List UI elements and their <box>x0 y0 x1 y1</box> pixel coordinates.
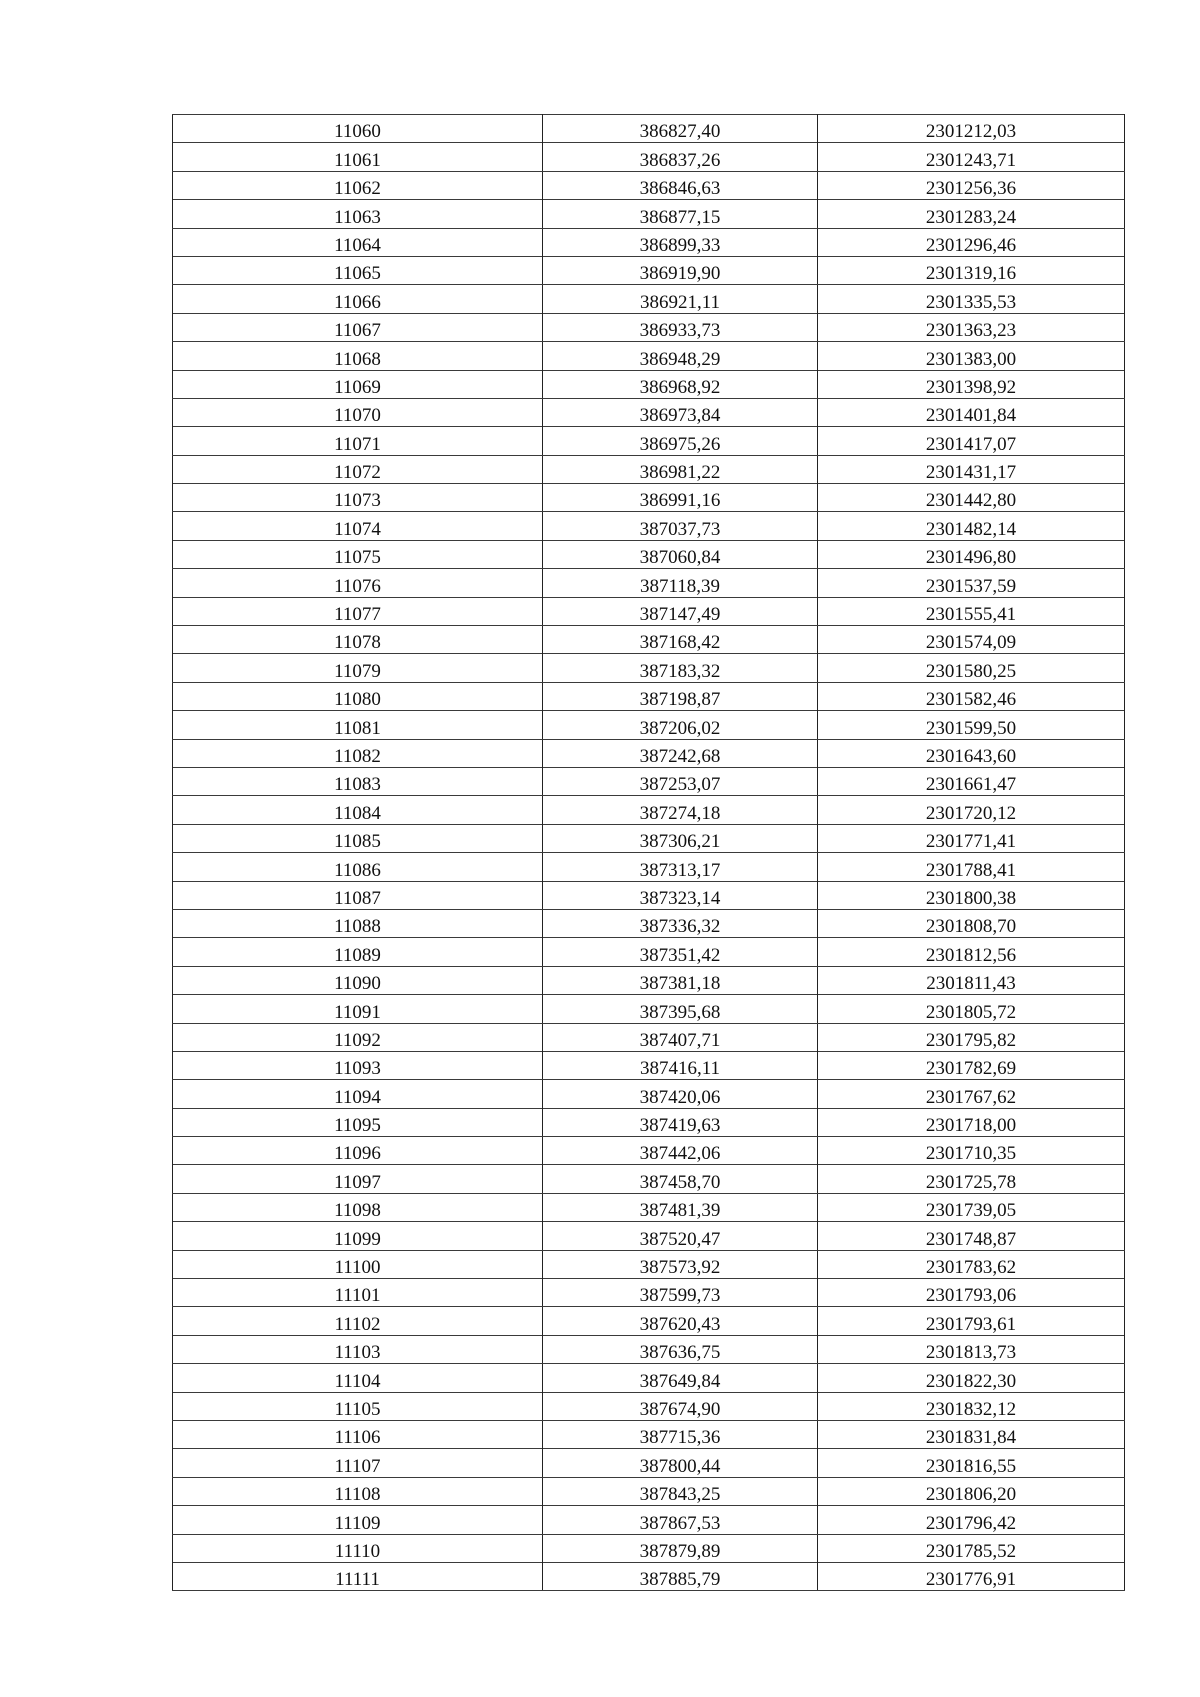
point-number-cell: 11086 <box>173 853 543 881</box>
table-row <box>173 1080 1125 1108</box>
x-coordinate-cell: 386968,92 <box>543 370 818 398</box>
table-row <box>173 569 1125 597</box>
x-coordinate-cell: 387313,17 <box>543 853 818 881</box>
point-number-cell: 11068 <box>173 342 543 370</box>
point-number-cell: 11109 <box>173 1506 543 1534</box>
x-coordinate-cell: 386948,29 <box>543 342 818 370</box>
x-coordinate-cell: 387481,39 <box>543 1193 818 1221</box>
table-row <box>173 342 1125 370</box>
table-row <box>173 285 1125 313</box>
table-row <box>173 966 1125 994</box>
table-row <box>173 1023 1125 1051</box>
table-row <box>173 597 1125 625</box>
y-coordinate-cell: 2301401,84 <box>818 398 1125 426</box>
table-row <box>173 228 1125 256</box>
table-row <box>173 711 1125 739</box>
table-row <box>173 1279 1125 1307</box>
point-number-cell: 11084 <box>173 796 543 824</box>
y-coordinate-cell: 2301782,69 <box>818 1051 1125 1079</box>
y-coordinate-cell: 2301800,38 <box>818 881 1125 909</box>
point-number-cell: 11100 <box>173 1250 543 1278</box>
x-coordinate-cell: 387885,79 <box>543 1562 818 1590</box>
x-coordinate-cell: 386975,26 <box>543 427 818 455</box>
y-coordinate-cell: 2301767,62 <box>818 1080 1125 1108</box>
x-coordinate-cell: 386827,40 <box>543 115 818 143</box>
point-number-cell: 11097 <box>173 1165 543 1193</box>
x-coordinate-cell: 387620,43 <box>543 1307 818 1335</box>
y-coordinate-cell: 2301806,20 <box>818 1477 1125 1505</box>
y-coordinate-cell: 2301795,82 <box>818 1023 1125 1051</box>
y-coordinate-cell: 2301816,55 <box>818 1449 1125 1477</box>
point-number-cell: 11096 <box>173 1137 543 1165</box>
y-coordinate-cell: 2301793,61 <box>818 1307 1125 1335</box>
point-number-cell: 11091 <box>173 995 543 1023</box>
x-coordinate-cell: 386973,84 <box>543 398 818 426</box>
x-coordinate-cell: 386877,15 <box>543 200 818 228</box>
table-row <box>173 1165 1125 1193</box>
table-row <box>173 1222 1125 1250</box>
point-number-cell: 11065 <box>173 256 543 284</box>
x-coordinate-cell: 387274,18 <box>543 796 818 824</box>
table-row <box>173 115 1125 143</box>
x-coordinate-cell: 387442,06 <box>543 1137 818 1165</box>
point-number-cell: 11105 <box>173 1392 543 1420</box>
point-number-cell: 11080 <box>173 682 543 710</box>
x-coordinate-cell: 387253,07 <box>543 767 818 795</box>
y-coordinate-cell: 2301496,80 <box>818 540 1125 568</box>
x-coordinate-cell: 386991,16 <box>543 484 818 512</box>
y-coordinate-cell: 2301771,41 <box>818 824 1125 852</box>
y-coordinate-cell: 2301811,43 <box>818 966 1125 994</box>
point-number-cell: 11076 <box>173 569 543 597</box>
y-coordinate-cell: 2301643,60 <box>818 739 1125 767</box>
y-coordinate-cell: 2301796,42 <box>818 1506 1125 1534</box>
table-row <box>173 796 1125 824</box>
y-coordinate-cell: 2301822,30 <box>818 1364 1125 1392</box>
table-row <box>173 398 1125 426</box>
point-number-cell: 11094 <box>173 1080 543 1108</box>
x-coordinate-cell: 387520,47 <box>543 1222 818 1250</box>
table-row <box>173 1506 1125 1534</box>
x-coordinate-cell: 387381,18 <box>543 966 818 994</box>
x-coordinate-cell: 387419,63 <box>543 1108 818 1136</box>
x-coordinate-cell: 387674,90 <box>543 1392 818 1420</box>
point-number-cell: 11108 <box>173 1477 543 1505</box>
y-coordinate-cell: 2301582,46 <box>818 682 1125 710</box>
table-row <box>173 767 1125 795</box>
point-number-cell: 11063 <box>173 200 543 228</box>
point-number-cell: 11064 <box>173 228 543 256</box>
table-row <box>173 1051 1125 1079</box>
table-row <box>173 484 1125 512</box>
x-coordinate-cell: 387407,71 <box>543 1023 818 1051</box>
point-number-cell: 11083 <box>173 767 543 795</box>
point-number-cell: 11070 <box>173 398 543 426</box>
y-coordinate-cell: 2301555,41 <box>818 597 1125 625</box>
y-coordinate-cell: 2301398,92 <box>818 370 1125 398</box>
table-row <box>173 1250 1125 1278</box>
table-row <box>173 427 1125 455</box>
y-coordinate-cell: 2301482,14 <box>818 512 1125 540</box>
point-number-cell: 11073 <box>173 484 543 512</box>
coordinates-table-body <box>173 115 1125 1591</box>
point-number-cell: 11095 <box>173 1108 543 1136</box>
table-row <box>173 995 1125 1023</box>
x-coordinate-cell: 387060,84 <box>543 540 818 568</box>
y-coordinate-cell: 2301574,09 <box>818 626 1125 654</box>
x-coordinate-cell: 387351,42 <box>543 938 818 966</box>
y-coordinate-cell: 2301812,56 <box>818 938 1125 966</box>
table-row <box>173 824 1125 852</box>
x-coordinate-cell: 387458,70 <box>543 1165 818 1193</box>
x-coordinate-cell: 387118,39 <box>543 569 818 597</box>
point-number-cell: 11061 <box>173 143 543 171</box>
point-number-cell: 11066 <box>173 285 543 313</box>
y-coordinate-cell: 2301442,80 <box>818 484 1125 512</box>
point-number-cell: 11071 <box>173 427 543 455</box>
table-row <box>173 540 1125 568</box>
x-coordinate-cell: 386837,26 <box>543 143 818 171</box>
y-coordinate-cell: 2301831,84 <box>818 1420 1125 1448</box>
x-coordinate-cell: 387867,53 <box>543 1506 818 1534</box>
x-coordinate-cell: 387800,44 <box>543 1449 818 1477</box>
y-coordinate-cell: 2301243,71 <box>818 143 1125 171</box>
table-row <box>173 1449 1125 1477</box>
point-number-cell: 11090 <box>173 966 543 994</box>
x-coordinate-cell: 387843,25 <box>543 1477 818 1505</box>
table-row <box>173 1307 1125 1335</box>
x-coordinate-cell: 386919,90 <box>543 256 818 284</box>
point-number-cell: 11093 <box>173 1051 543 1079</box>
point-number-cell: 11075 <box>173 540 543 568</box>
point-number-cell: 11069 <box>173 370 543 398</box>
y-coordinate-cell: 2301599,50 <box>818 711 1125 739</box>
x-coordinate-cell: 387336,32 <box>543 909 818 937</box>
point-number-cell: 11107 <box>173 1449 543 1477</box>
y-coordinate-cell: 2301785,52 <box>818 1534 1125 1562</box>
point-number-cell: 11099 <box>173 1222 543 1250</box>
y-coordinate-cell: 2301718,00 <box>818 1108 1125 1136</box>
x-coordinate-cell: 387395,68 <box>543 995 818 1023</box>
point-number-cell: 11082 <box>173 739 543 767</box>
table-row <box>173 256 1125 284</box>
y-coordinate-cell: 2301537,59 <box>818 569 1125 597</box>
x-coordinate-cell: 386846,63 <box>543 171 818 199</box>
table-row <box>173 200 1125 228</box>
table-row <box>173 370 1125 398</box>
point-number-cell: 11098 <box>173 1193 543 1221</box>
x-coordinate-cell: 386933,73 <box>543 313 818 341</box>
point-number-cell: 11072 <box>173 455 543 483</box>
y-coordinate-cell: 2301805,72 <box>818 995 1125 1023</box>
y-coordinate-cell: 2301720,12 <box>818 796 1125 824</box>
table-row <box>173 881 1125 909</box>
point-number-cell: 11085 <box>173 824 543 852</box>
point-number-cell: 11079 <box>173 654 543 682</box>
table-row <box>173 1562 1125 1590</box>
y-coordinate-cell: 2301748,87 <box>818 1222 1125 1250</box>
x-coordinate-cell: 387168,42 <box>543 626 818 654</box>
table-row <box>173 1420 1125 1448</box>
table-row <box>173 171 1125 199</box>
table-row <box>173 1534 1125 1562</box>
point-number-cell: 11103 <box>173 1335 543 1363</box>
y-coordinate-cell: 2301808,70 <box>818 909 1125 937</box>
x-coordinate-cell: 387147,49 <box>543 597 818 625</box>
table-row <box>173 1477 1125 1505</box>
point-number-cell: 11104 <box>173 1364 543 1392</box>
table-row <box>173 1193 1125 1221</box>
table-row <box>173 313 1125 341</box>
x-coordinate-cell: 386921,11 <box>543 285 818 313</box>
point-number-cell: 11106 <box>173 1420 543 1448</box>
point-number-cell: 11077 <box>173 597 543 625</box>
table-row <box>173 739 1125 767</box>
point-number-cell: 11087 <box>173 881 543 909</box>
table-row <box>173 1108 1125 1136</box>
point-number-cell: 11078 <box>173 626 543 654</box>
x-coordinate-cell: 387420,06 <box>543 1080 818 1108</box>
point-number-cell: 11102 <box>173 1307 543 1335</box>
point-number-cell: 11111 <box>173 1562 543 1590</box>
y-coordinate-cell: 2301832,12 <box>818 1392 1125 1420</box>
y-coordinate-cell: 2301793,06 <box>818 1279 1125 1307</box>
y-coordinate-cell: 2301739,05 <box>818 1193 1125 1221</box>
x-coordinate-cell: 387306,21 <box>543 824 818 852</box>
table-row <box>173 654 1125 682</box>
point-number-cell: 11081 <box>173 711 543 739</box>
x-coordinate-cell: 387183,32 <box>543 654 818 682</box>
x-coordinate-cell: 387323,14 <box>543 881 818 909</box>
x-coordinate-cell: 387198,87 <box>543 682 818 710</box>
table-row <box>173 143 1125 171</box>
y-coordinate-cell: 2301283,24 <box>818 200 1125 228</box>
table-row <box>173 938 1125 966</box>
y-coordinate-cell: 2301661,47 <box>818 767 1125 795</box>
x-coordinate-cell: 386899,33 <box>543 228 818 256</box>
x-coordinate-cell: 387206,02 <box>543 711 818 739</box>
y-coordinate-cell: 2301710,35 <box>818 1137 1125 1165</box>
x-coordinate-cell: 387879,89 <box>543 1534 818 1562</box>
x-coordinate-cell: 387242,68 <box>543 739 818 767</box>
point-number-cell: 11092 <box>173 1023 543 1051</box>
point-number-cell: 11060 <box>173 115 543 143</box>
y-coordinate-cell: 2301363,23 <box>818 313 1125 341</box>
table-row <box>173 1335 1125 1363</box>
y-coordinate-cell: 2301725,78 <box>818 1165 1125 1193</box>
table-row <box>173 909 1125 937</box>
x-coordinate-cell: 387636,75 <box>543 1335 818 1363</box>
point-number-cell: 11088 <box>173 909 543 937</box>
x-coordinate-cell: 387037,73 <box>543 512 818 540</box>
point-number-cell: 11101 <box>173 1279 543 1307</box>
table-row <box>173 455 1125 483</box>
y-coordinate-cell: 2301319,16 <box>818 256 1125 284</box>
x-coordinate-cell: 387416,11 <box>543 1051 818 1079</box>
x-coordinate-cell: 386981,22 <box>543 455 818 483</box>
y-coordinate-cell: 2301212,03 <box>818 115 1125 143</box>
y-coordinate-cell: 2301296,46 <box>818 228 1125 256</box>
y-coordinate-cell: 2301335,53 <box>818 285 1125 313</box>
y-coordinate-cell: 2301580,25 <box>818 654 1125 682</box>
x-coordinate-cell: 387599,73 <box>543 1279 818 1307</box>
table-row <box>173 626 1125 654</box>
table-row <box>173 1364 1125 1392</box>
point-number-cell: 11089 <box>173 938 543 966</box>
table-row <box>173 1392 1125 1420</box>
y-coordinate-cell: 2301417,07 <box>818 427 1125 455</box>
point-number-cell: 11067 <box>173 313 543 341</box>
point-number-cell: 11110 <box>173 1534 543 1562</box>
y-coordinate-cell: 2301783,62 <box>818 1250 1125 1278</box>
x-coordinate-cell: 387649,84 <box>543 1364 818 1392</box>
y-coordinate-cell: 2301431,17 <box>818 455 1125 483</box>
point-number-cell: 11062 <box>173 171 543 199</box>
table-row <box>173 853 1125 881</box>
y-coordinate-cell: 2301383,00 <box>818 342 1125 370</box>
y-coordinate-cell: 2301256,36 <box>818 171 1125 199</box>
table-row <box>173 682 1125 710</box>
x-coordinate-cell: 387573,92 <box>543 1250 818 1278</box>
x-coordinate-cell: 387715,36 <box>543 1420 818 1448</box>
point-number-cell: 11074 <box>173 512 543 540</box>
coordinates-table <box>172 114 1125 1591</box>
table-row <box>173 512 1125 540</box>
table-row <box>173 1137 1125 1165</box>
y-coordinate-cell: 2301788,41 <box>818 853 1125 881</box>
y-coordinate-cell: 2301813,73 <box>818 1335 1125 1363</box>
y-coordinate-cell: 2301776,91 <box>818 1562 1125 1590</box>
